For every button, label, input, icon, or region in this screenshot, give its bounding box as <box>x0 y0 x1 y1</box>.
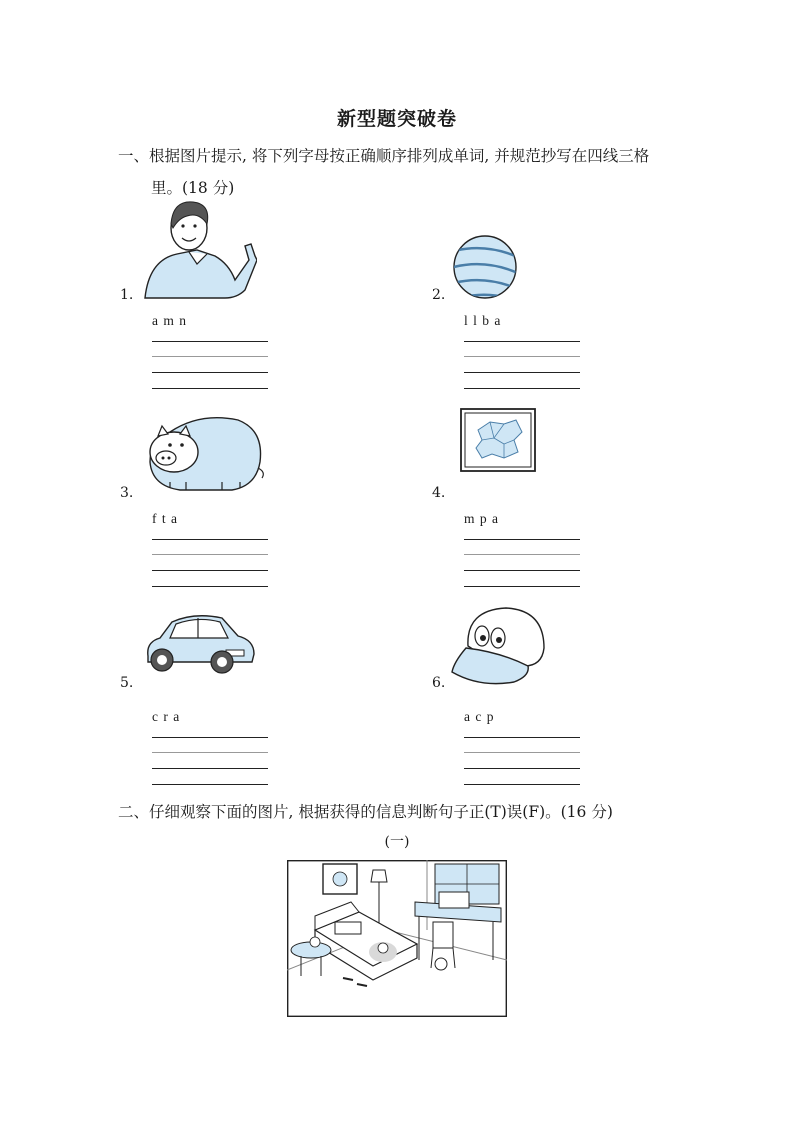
bedroom-scene-icon <box>287 860 507 1017</box>
section1-instruction-cont: 里。(18 分) <box>151 179 235 197</box>
writing-lines[interactable] <box>464 341 580 389</box>
writing-lines[interactable] <box>464 539 580 587</box>
writing-lines[interactable] <box>464 737 580 785</box>
item-number: 3. <box>120 485 134 501</box>
scrambled-letters: a c p <box>464 709 495 724</box>
scrambled-letters: m p a <box>464 511 499 526</box>
writing-lines[interactable] <box>152 737 268 785</box>
writing-lines[interactable] <box>152 539 268 587</box>
ball-icon <box>450 232 520 302</box>
man-icon <box>137 198 257 300</box>
writing-lines[interactable] <box>152 341 268 389</box>
item-number: 2. <box>432 287 446 303</box>
cap-icon <box>450 604 550 688</box>
section2-instruction: 二、仔细观察下面的图片, 根据获得的信息判断句子正(T)误(F)。(16 分) <box>118 803 613 821</box>
scrambled-letters: f t a <box>152 511 178 526</box>
map-icon <box>460 408 536 472</box>
scrambled-letters: c r a <box>152 709 181 724</box>
item-number: 5. <box>120 675 134 691</box>
scrambled-letters: a m n <box>152 313 187 328</box>
scrambled-letters: l l b a <box>464 313 502 328</box>
subsection-label: (一) <box>384 834 410 850</box>
page-title: 新型题突破卷 <box>336 108 457 130</box>
item-number: 1. <box>120 287 134 303</box>
section1-instruction: 一、根据图片提示, 将下列字母按正确顺序排列成单词, 并规范抄写在四线三格 <box>118 147 650 165</box>
car-icon <box>142 610 258 676</box>
item-number: 6. <box>432 675 446 691</box>
fat-pig-icon <box>140 412 266 494</box>
item-number: 4. <box>432 485 446 501</box>
